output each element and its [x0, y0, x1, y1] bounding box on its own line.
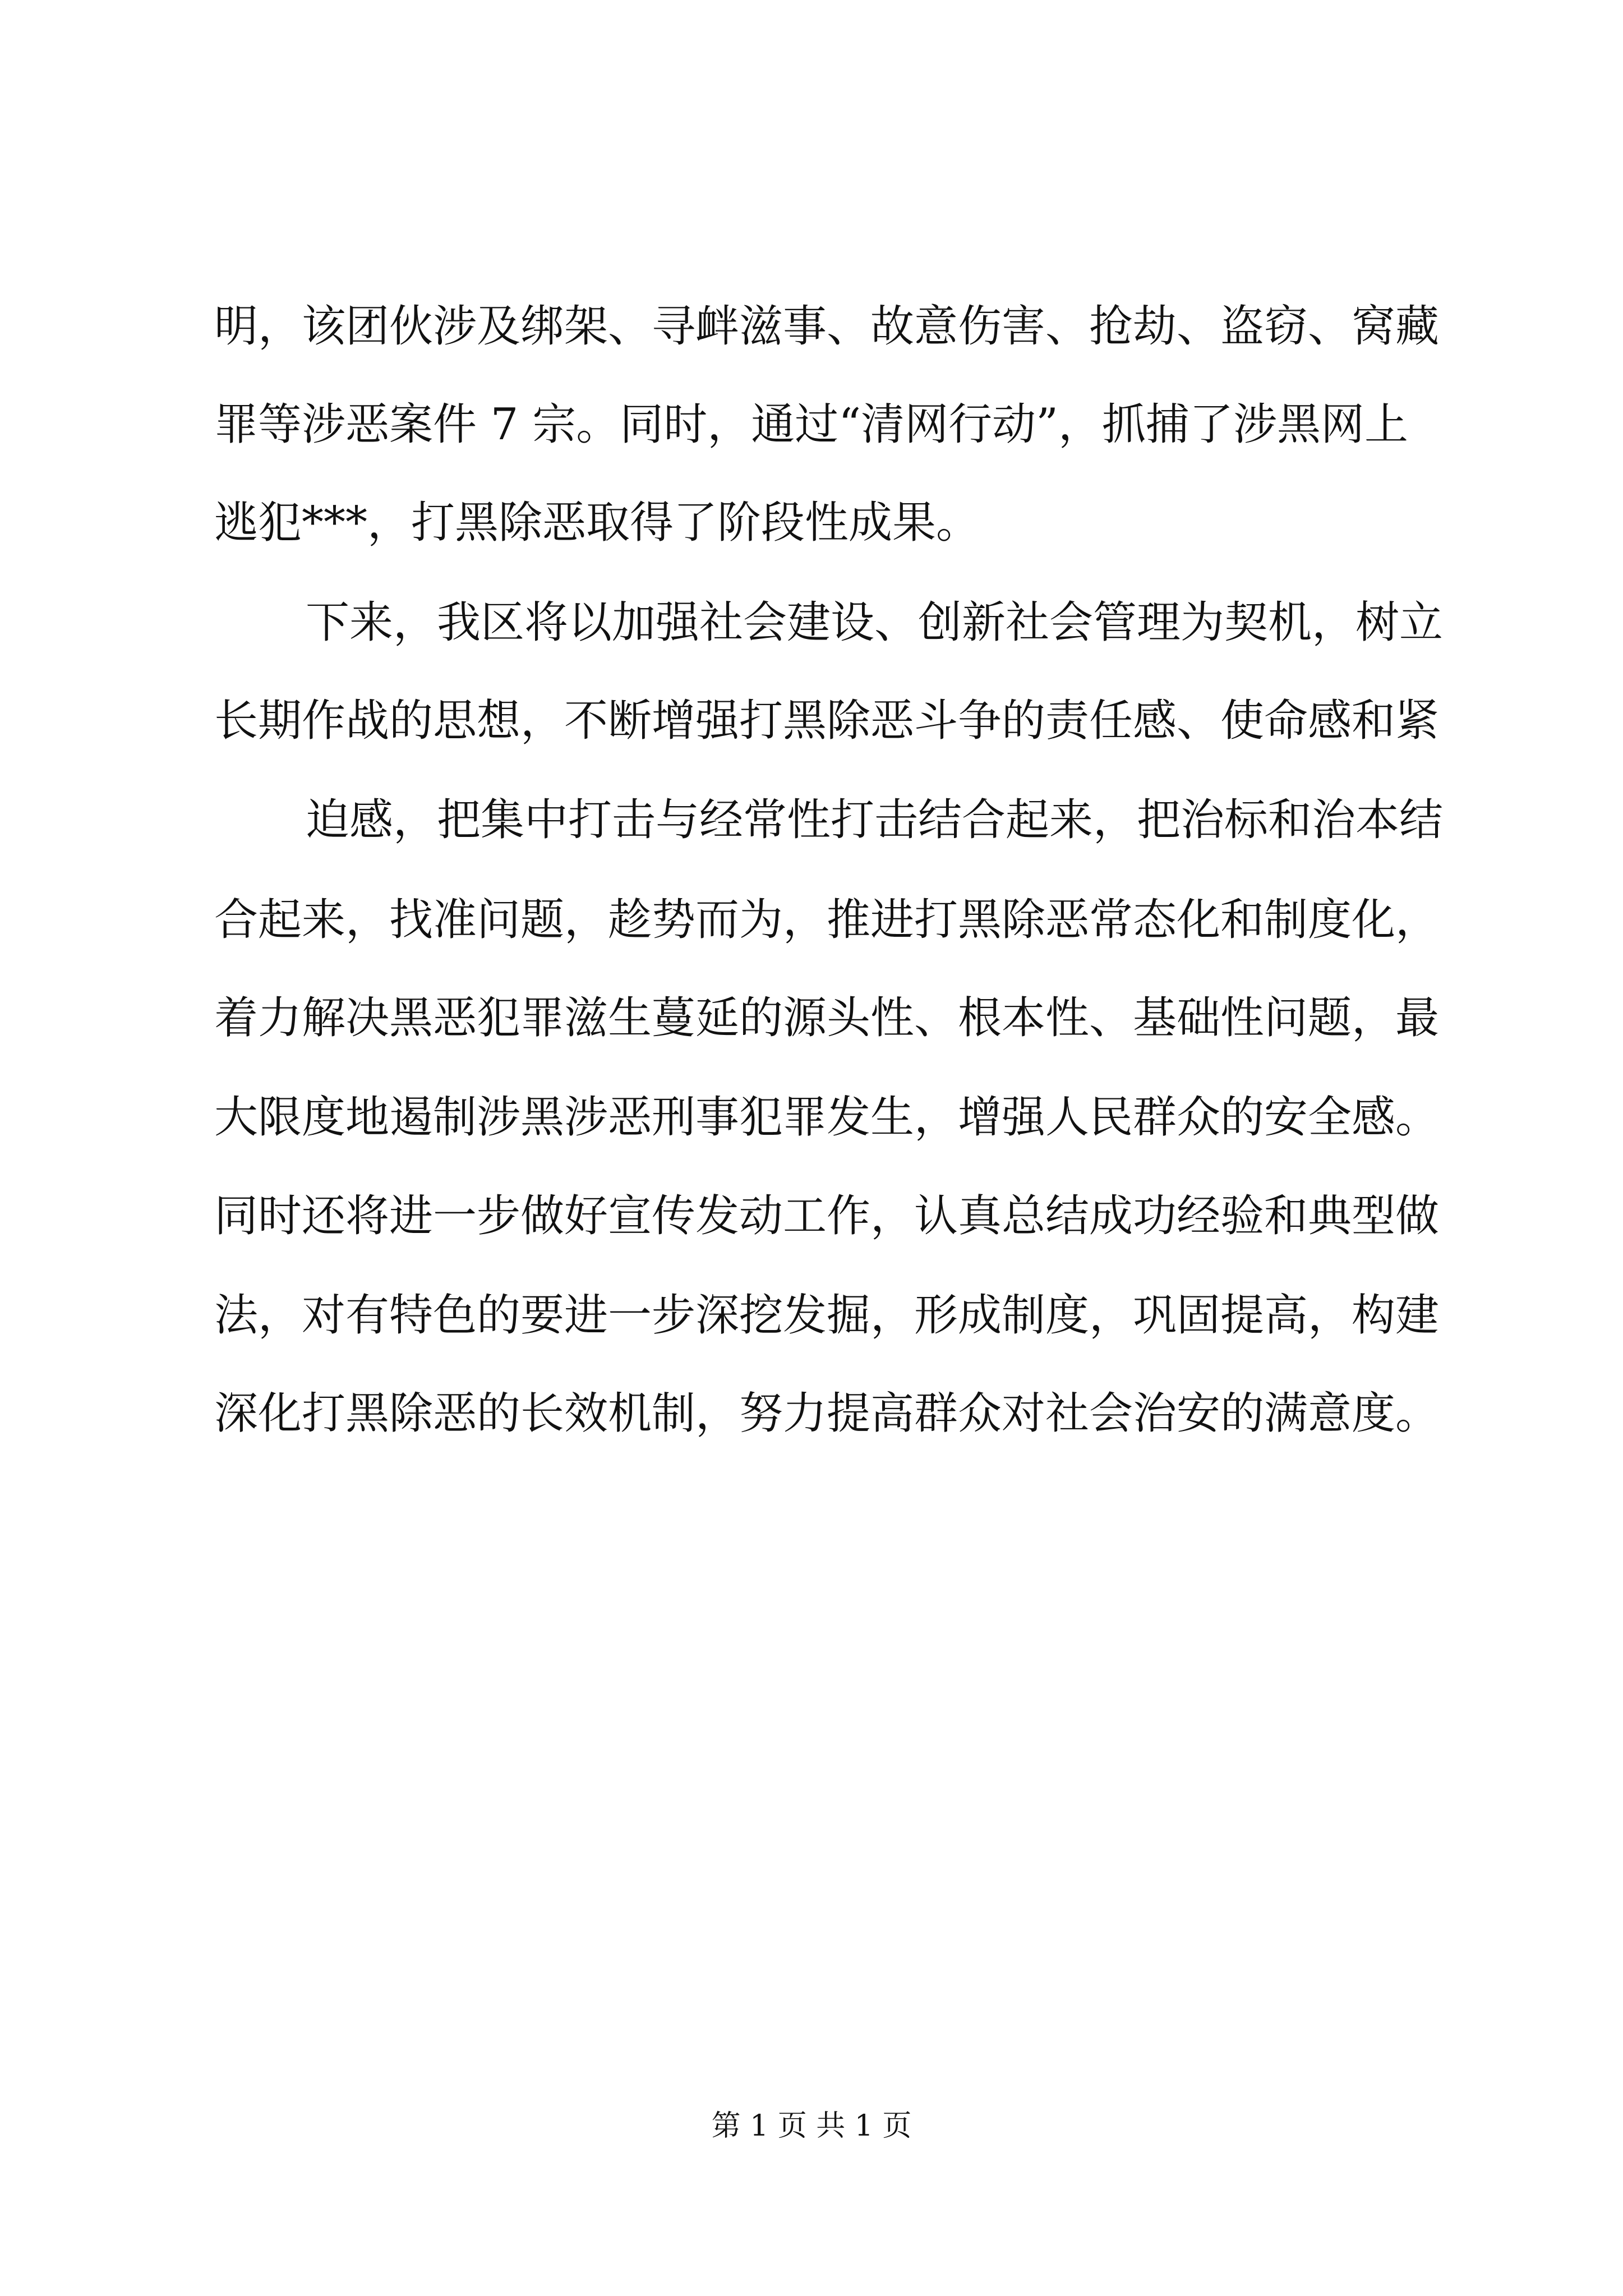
body-text-line: 同时还将进一步做好宣传发动工作，认真总结成功经验和典型做	[214, 1191, 1440, 1241]
body-text-line: 着力解决黑恶犯罪滋生蔓延的源头性、根本性、基础性问题，最	[214, 993, 1440, 1043]
body-text-line: 长期作战的思想，不断增强打黑除恶斗争的责任感、使命感和紧	[214, 696, 1440, 746]
paragraph-first-line: 迫感，把集中打击与经常性打击结合起来，把治标和治本结	[306, 795, 1444, 845]
body-text-line: 明，该团伙涉及绑架、寻衅滋事、故意伤害、抢劫、盗窃、窝藏	[214, 301, 1440, 352]
body-text-line: 罪等涉恶案件 7 宗。同时，通过“清网行动”，抓捕了涉黑网上	[214, 399, 1408, 450]
page-number-footer: 第 1 页 共 1 页	[711, 2109, 912, 2143]
body-text-line: 法，对有特色的要进一步深挖发掘，形成制度，巩固提高，构建	[214, 1290, 1440, 1341]
body-text-line: 深化打黑除恶的长效机制，努力提高群众对社会治安的满意度。	[214, 1388, 1440, 1439]
paragraph-first-line: 下来，我区将以加强社会建设、创新社会管理为契机，树立	[306, 597, 1444, 648]
body-text-line: 合起来，找准问题，趁势而为，推进打黑除恶常态化和制度化，	[214, 895, 1440, 945]
body-text-line: 逃犯***，打黑除恶取得了阶段性成果。	[214, 498, 980, 548]
body-text-line: 大限度地遏制涉黑涉恶刑事犯罪发生，增强人民群众的安全感。	[214, 1092, 1440, 1143]
